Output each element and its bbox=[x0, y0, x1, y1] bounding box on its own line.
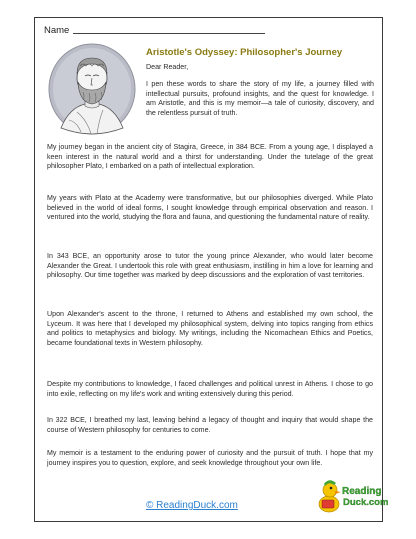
paragraph-intro: I pen these words to share the story of my life, a journey filled with intellectual pursuits, profound insights, and the quest for knowledge. I am Aristotle, and this is my memoir—a tale of curiosity, discovery, and the relentless pursuit of truth. bbox=[146, 80, 374, 117]
paragraph-early-life: My journey began in the ancient city of Stagira, Greece, in 384 BCE. From a young age, I displayed a keen interest in the natural world and a thirst for understanding. Under the tutelage of the great philosopher Plato, I embarked on a path of intellectual exploration. bbox=[47, 143, 373, 171]
logo-text-reading: Reading bbox=[342, 486, 382, 497]
paragraph-alexander: In 343 BCE, an opportunity arose to tutor the young prince Alexander, who would later become Alexander the Great. I undertook this role with great enthusiasm, instilling in him a love for learning and philosophy. Our time together was marked by deep discussions and the exploration of vast territories. bbox=[47, 252, 373, 280]
salutation: Dear Reader, bbox=[146, 63, 189, 71]
paragraph-lyceum: Upon Alexander's ascent to the throne, I returned to Athens and established my own school, the Lyceum. It was here that I developed my philosophical system, delving into topics ranging from ethics and politics to metaphysics and biology. My writings, including the Nicomachean Ethics and Poetics, became foundational texts in Western philosophy. bbox=[47, 310, 373, 347]
name-blank-line[interactable] bbox=[73, 24, 265, 34]
name-field-row bbox=[44, 24, 265, 36]
readingduck-logo bbox=[316, 470, 389, 516]
paragraph-death: In 322 BCE, I breathed my last, leaving behind a legacy of thought and inquiry that would shape the course of Western philosophy for centuries to come. bbox=[47, 416, 373, 434]
paragraph-closing: My memoir is a testament to the enduring power of curiosity and the pursuit of truth. I hope that my journey inspires you to question, explore, and seek knowledge throughout your own life. bbox=[47, 449, 373, 467]
aristotle-portrait bbox=[47, 42, 137, 137]
readingduck-link[interactable]: © ReadingDuck.com bbox=[146, 500, 238, 511]
worksheet-title: Aristotle's Odyssey: Philosopher's Journey bbox=[146, 47, 343, 58]
name-label: Name bbox=[44, 25, 70, 36]
paragraph-exile: Despite my contributions to knowledge, I faced challenges and political unrest in Athens. I chose to go into exile, reflecting on my life's work and writing extensively during this period. bbox=[47, 380, 373, 398]
logo-text-duckcom: Duck.com bbox=[343, 497, 389, 508]
paragraph-academy: My years with Plato at the Academy were transformative, but our philosophies diverged. While Plato believed in the world of ideal forms, I sought knowledge through empirical observation and reason. I ventured into the world, studying the flora and fauna, and questioning the fundamental nature of reality. bbox=[47, 194, 373, 222]
